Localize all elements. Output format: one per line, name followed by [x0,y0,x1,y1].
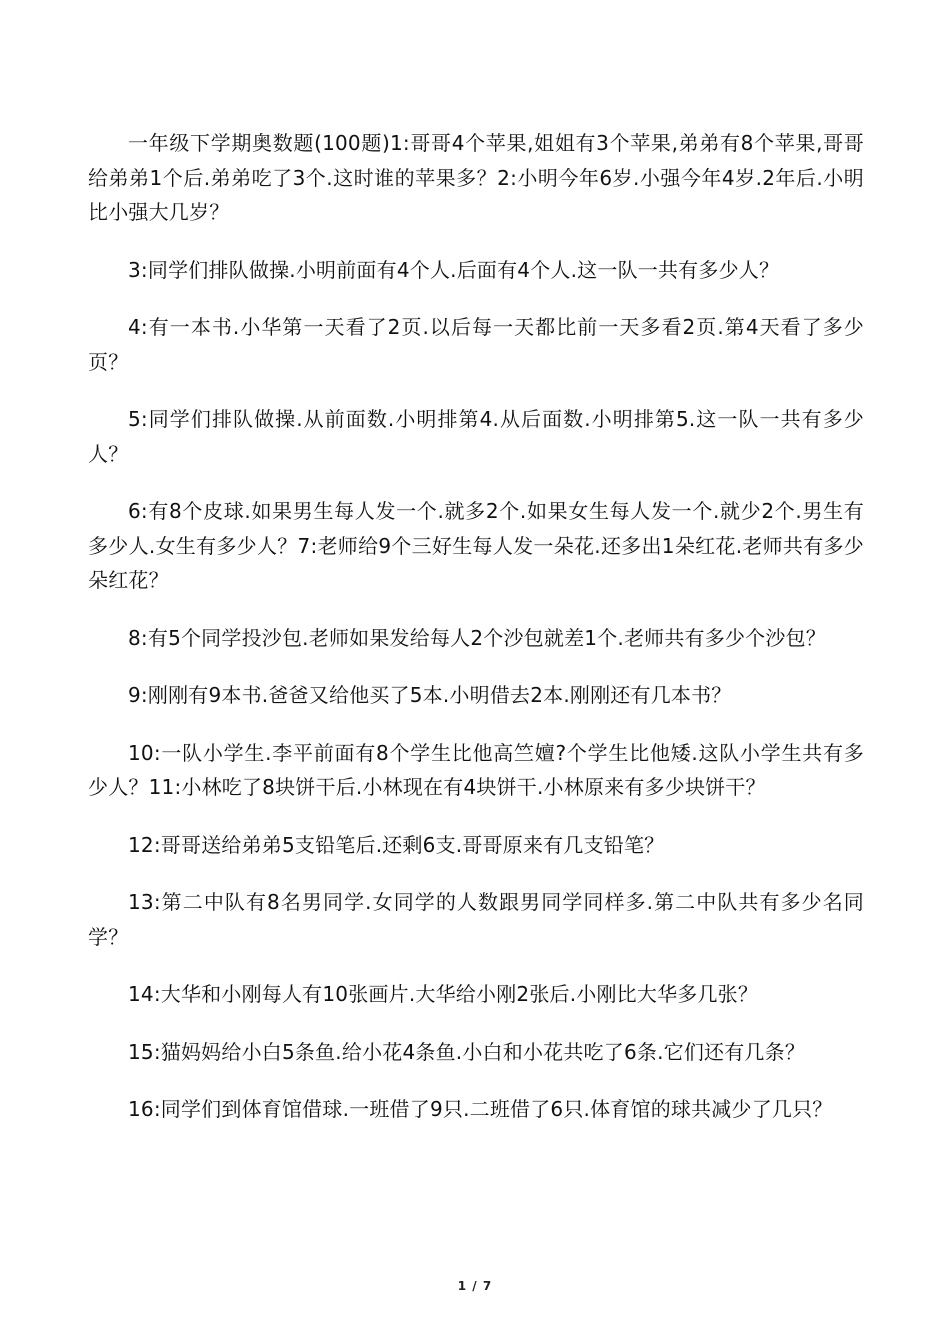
paragraph: 14:大华和小刚每人有10张画片.大华给小刚2张后.小刚比大华多几张？ [128,982,759,1006]
paragraph: 10:一队小学生.李平前面有8个学生比他高竺嬗?个学生比他矮.这队小学生共有多少人？11:小林吃了8块饼干后.小林现在有4块饼干.小林原来有多少块饼干？ [88,740,864,799]
paragraph: 9:刚刚有9本书.爸爸又给他买了5本.小明借去2本.刚刚还有几本书？ [128,683,732,707]
document-body [88,126,864,1150]
paragraph: 8:有5个同学投沙包.老师如果发给每人2个沙包就差1个.老师共有多少个沙包？ [128,625,826,650]
page-number: 1 / 7 [457,1279,493,1293]
paragraph: 5:同学们排队做操.从前面数.小明排第4.从后面数.小明排第5.这一队一共有多少人？ [88,407,864,466]
paragraph: 6:有8个皮球.如果男生每人发一个.就多2个.如果女生每人发一个.就少2个.男生有多少人.女生有多少人？7:老师给9个三好生每人发一朵花.还多出1朵红花.老师共有多少朵红花？ [88,499,864,592]
paragraph: 一年级下学期奥数题(100题)1:哥哥4个苹果,姐姐有3个苹果,弟弟有8个苹果,哥哥给弟弟1个后.弟弟吃了3个.这时谁的苹果多？2:小明今年6岁.小强今年4岁.2年后.小明比小强大几岁？ [88,131,864,224]
paragraph: 4:有一本书.小华第一天看了2页.以后每一天都比前一天多看2页.第4天看了多少页？ [88,315,864,374]
paragraph: 3:同学们排队做操.小明前面有4个人.后面有4个人.这一队一共有多少人？ [128,257,780,282]
paragraph: 16:同学们到体育馆借球.一班借了9只.二班借了6只.体育馆的球共减少了几只？ [128,1097,833,1121]
paragraph: 12:哥哥送给弟弟5支铅笔后.还剩6支.哥哥原来有几支铅笔？ [128,832,665,857]
paragraph: 15:猫妈妈给小白5条鱼.给小花4条鱼.小白和小花共吃了6条.它们还有几条？ [128,1039,806,1064]
paragraph: 13:第二中队有8名男同学.女同学的人数跟男同学同样多.第二中队共有多少名同学？ [88,890,864,949]
